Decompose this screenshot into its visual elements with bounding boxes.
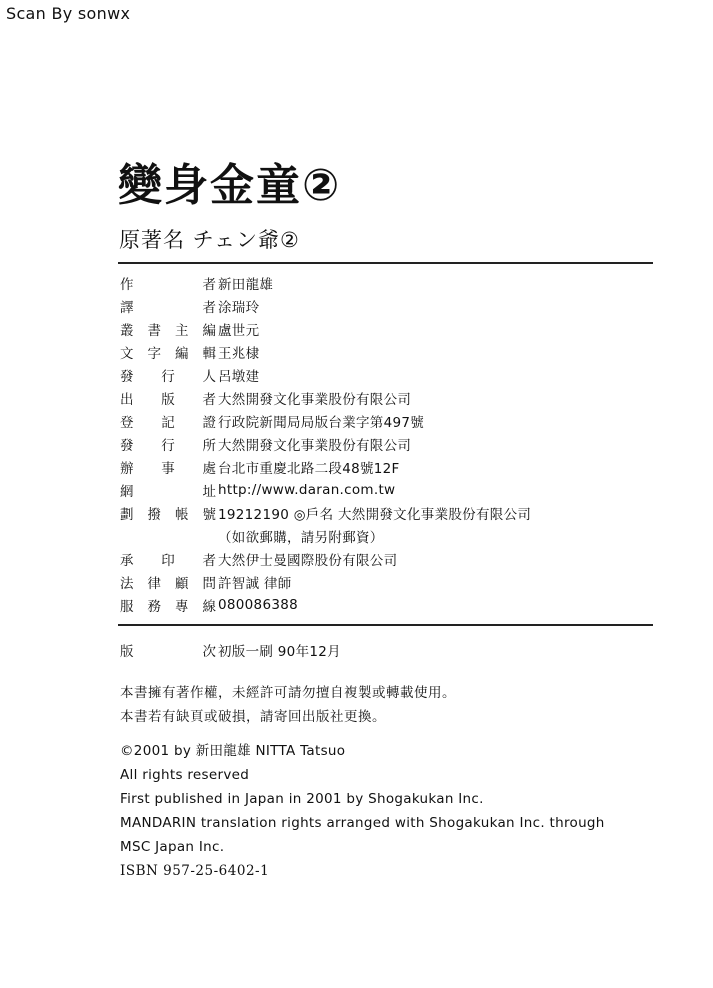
book-title: 變身金童② [118, 160, 342, 211]
credit-label: 網 址 [120, 483, 216, 500]
credit-row-service-line [120, 593, 640, 616]
credit-row-translator [120, 294, 640, 317]
credit-value: 大然伊士曼國際股份有限公司 [218, 552, 398, 569]
credit-value: 行政院新聞局局版台業字第497號 [218, 414, 425, 431]
credit-value: （如欲郵購，請另附郵資） [218, 529, 384, 546]
credit-value: 呂墩建 [218, 368, 260, 385]
credit-label: 劃撥帳號 [120, 506, 216, 523]
credit-label: 服務專線 [120, 598, 216, 615]
credit-label: 承印者 [120, 552, 216, 569]
copyright-notice: 本書擁有著作權，未經許可請勿擅自複製或轉載使用。 [120, 685, 456, 701]
credit-label: 法律顧問 [120, 575, 216, 592]
credit-row-text-editor [120, 340, 640, 363]
credit-row-publisher [120, 386, 640, 409]
agency-line: MSC Japan Inc. [120, 839, 225, 855]
credit-label: 文字編輯 [120, 345, 216, 362]
credit-label: 辦事處 [120, 460, 216, 477]
credit-row-author [120, 271, 640, 294]
credit-value: 台北市重慶北路二段48號12F [218, 460, 400, 477]
credit-row-legal-advisor [120, 570, 640, 593]
credit-value: 080086388 [218, 596, 299, 613]
credit-row-distributor [120, 432, 640, 455]
rights-notes [120, 681, 456, 729]
credit-label: 譯 者 [120, 299, 216, 316]
credit-label: 發行所 [120, 437, 216, 454]
credit-value: 許智誠 律師 [218, 575, 292, 592]
credit-label: 作 者 [120, 276, 216, 293]
translation-rights-line: MANDARIN translation rights arranged with Shogakukan Inc. through [120, 815, 605, 831]
credit-value: 涂瑞玲 [218, 299, 260, 316]
scan-credit: Scan By sonwx [6, 4, 131, 23]
credit-value: 新田龍雄 [218, 276, 274, 293]
isbn: ISBN 957-25-6402-1 [120, 863, 270, 879]
credit-value: 王兆棣 [218, 345, 260, 362]
credit-row-issuer [120, 363, 640, 386]
copyright-line: ©2001 by 新田龍雄 NITTA Tatsuo [120, 743, 346, 759]
edition-row [120, 640, 341, 660]
credit-row-registration [120, 409, 640, 432]
credit-row-office [120, 455, 640, 478]
credit-value: 大然開發文化事業股份有限公司 [218, 391, 412, 408]
edition-label: 版 次 [120, 644, 216, 660]
credit-row-postal-account [120, 501, 640, 524]
credit-label: 發行人 [120, 368, 216, 385]
credit-value: 大然開發文化事業股份有限公司 [218, 437, 412, 454]
credit-label: 出版者 [120, 391, 216, 408]
credits-list [120, 271, 640, 616]
first-published-line: First published in Japan in 2001 by Shogakukan Inc. [120, 791, 484, 807]
credit-value: 19212190 ◎戶名 大然開發文化事業股份有限公司 [218, 506, 532, 523]
rights-reserved-line: All rights reserved [120, 767, 250, 783]
credit-label: 登記證 [120, 414, 216, 431]
return-notice: 本書若有缺頁或破損，請寄回出版社更換。 [120, 709, 386, 725]
original-title: 原著名 チェン爺② [119, 228, 300, 252]
middle-divider [118, 624, 653, 626]
edition-value: 初版一刷 90年12月 [218, 644, 341, 660]
copyright-block [120, 739, 605, 883]
credit-row-postal-note [120, 524, 640, 547]
credit-row-website [120, 478, 640, 501]
top-divider [118, 262, 653, 264]
website-link[interactable]: http://www.daran.com.tw [218, 481, 396, 498]
credit-row-series-editor [120, 317, 640, 340]
credit-label: 叢書主編 [120, 322, 216, 339]
credit-value: 盧世元 [218, 322, 260, 339]
credit-row-printer [120, 547, 640, 570]
